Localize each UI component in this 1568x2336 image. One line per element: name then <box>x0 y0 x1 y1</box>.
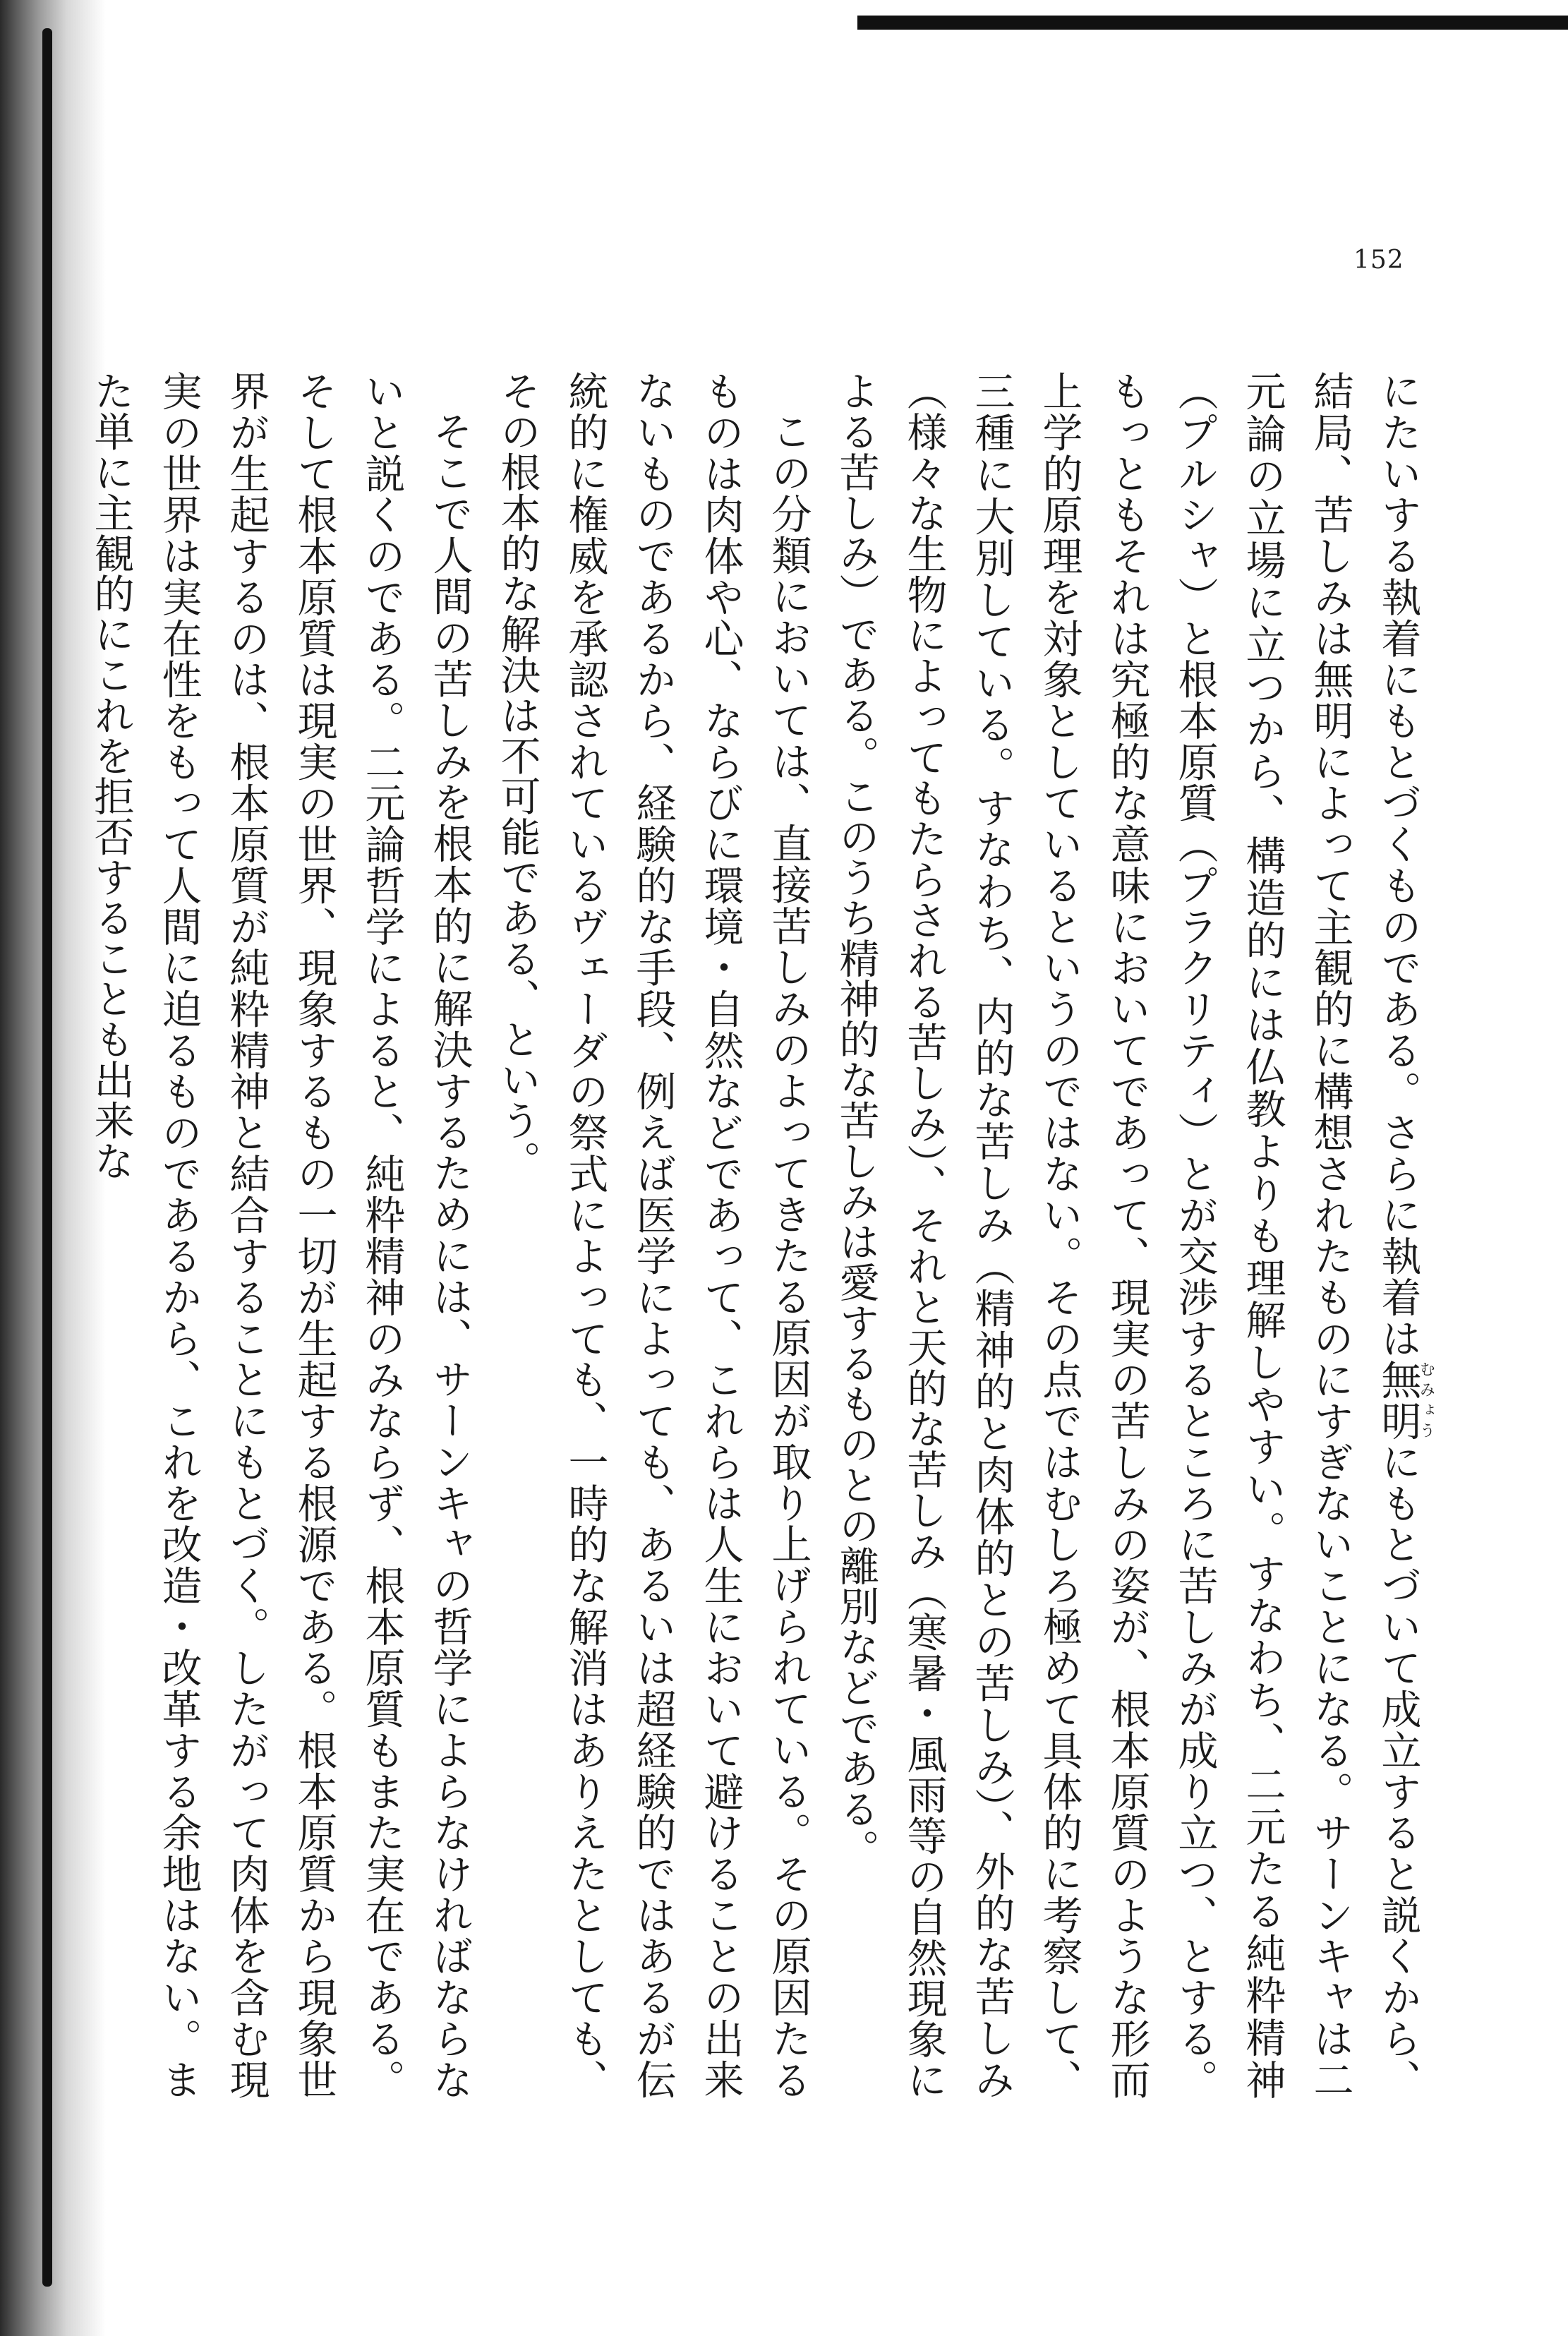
paragraph-1-start: にたいする執着にもとづくものである。さらに執着は <box>1375 371 1421 1359</box>
paragraph-1 <box>822 371 1434 2100</box>
paragraph-1-rest: にもとづいて成立すると説くから、結局、苦しみは無明によって主観的に構想されたものにすぎないことになる。サーンキャは二元論の立場に立つから、構造的には仏教よりも理解しやすい。すなわち、二元たる純粋精神（プルシャ）と根本原質（プラクリティ）とが交渉するところに苦しみが成り立つ、とする。もっともそれは究極的な意味においてであって、現実の苦しみの姿が、根本原質のような形而上学的原理を対象としているというのではない。その点ではむしろ極めて具体的に考察して、三種に大別している。すなわち、内的な苦しみ（精神的と肉体的との苦しみ）、外的な苦しみ（様々な生物によってもたらされる苦しみ）、それと天的な苦しみ（寒暑・風雨等の自然現象による苦しみ）である。このうち精神的な苦しみは愛するものとの離別などである。 <box>833 371 1421 2100</box>
ruby-mumyo: 無明むみょう <box>1375 1359 1435 1442</box>
page-number: 152 <box>1353 246 1404 275</box>
body-text <box>9 371 1434 2100</box>
top-rule <box>857 16 1568 30</box>
ruby-reading: むみょう <box>1417 1359 1435 1441</box>
paragraph-2: この分類においては、直接苦しみのよってきたる原因が取り上げられている。その原因たるものは肉体や心、ならびに環境・自然などであって、これらは人生において避けることの出来ないものであるから、経験的な手段、例えば医学によっても、あるいは超経験的ではあるが伝統的に権威を承認されているヴェーダの祭式によっても、一時的な解消はありえたとしても、その根本的な解決は不可能である、という。 <box>494 371 812 2100</box>
paragraph-3: そこで人間の苦しみを根本的に解決するためには、サーンキャの哲学によらなければならないと説くのである。二元論哲学によると、純粋精神のみならず、根本原質もまた実在である。そして根本原質は現実の世界、現象するもの一切が生起する根源である。根本原質から現象世界が生起するのは、根本原質が純粋精神と結合することにもとづく。したがって肉体を含む現実の世界は実在性をもって人間に迫るものであるから、これを改造・改革する余地はない。また単に主観的にこれを拒否することも出来な <box>88 371 473 2100</box>
